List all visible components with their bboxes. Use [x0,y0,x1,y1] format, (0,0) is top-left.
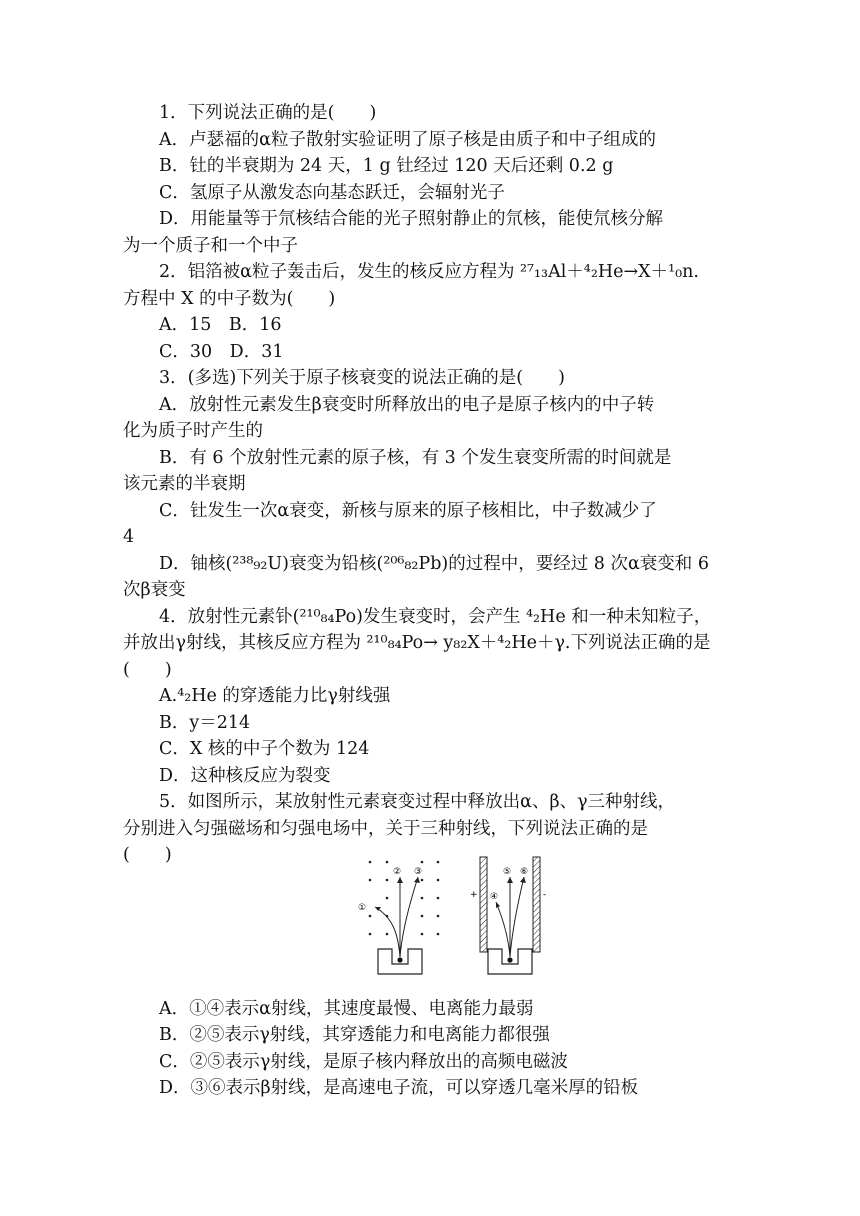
label-1: ① [358,903,367,913]
label-3: ③ [414,867,423,877]
magnetic-source-dot [397,957,402,962]
q5-option-b: B．②⑤表示γ射线，其穿透能力和电离能力都很强 [159,1025,550,1045]
q1-option-d-cont: 为一个质子和一个中子 [123,235,298,256]
q5-stem-cont: 分别进入匀强磁场和匀强电场中，关于三种射线，下列说法正确的是 [123,818,648,839]
q4-option-d: D．这种核反应为裂变 [159,765,331,786]
radiation-diagram [350,852,550,977]
q3-stem: 3．(多选)下列关于原子核衰变的说法正确的是( ) [159,368,565,388]
q4-stem-cont: 并放出γ射线，其核反应方程为 ²¹⁰₈₄Po→ y₈₂X＋⁴₂He＋γ.下列说法正确的是 [123,633,711,653]
q3-option-d-cont: 次β衰变 [123,580,186,600]
q2-stem-cont: 方程中 X 的中子数为( ) [123,288,336,309]
label-4: ④ [490,892,499,902]
q1-option-c: C．氢原子从激发态向基态跃迁，会辐射光子 [159,182,505,203]
q5-stem: 5．如图所示，某放射性元素衰变过程中释放出α、β、γ三种射线， [159,792,676,812]
q4-option-a: A.⁴₂He 的穿透能力比γ射线强 [159,686,391,706]
q5-option-d: D．③⑥表示β射线，是高速电子流，可以穿透几毫米厚的铅板 [159,1078,639,1098]
label-2: ② [393,867,402,877]
q3-option-d: D．铀核(²³⁸₉₂U)衰变为铅核(²⁰⁶₈₂Pb)的过程中，要经过 8 次α衰变和 6 [159,553,709,574]
q5-stem-cont2: ( ) [123,845,172,865]
q2-stem: 2．铝箔被α粒子轰击后，发生的核反应方程为 ²⁷₁₃Al＋⁴₂He→X＋¹₀n. [159,262,699,282]
q1-option-b: B．钍的半衰期为 24 天，1 g 钍经过 120 天后还剩 0.2 g [159,156,614,176]
label-6: ⑥ [520,867,529,877]
q3-option-c: C．钍发生一次α衰变，新核与原来的原子核相比，中子数减少了 [159,500,657,521]
magnetic-field-dots [369,861,440,936]
electric-arrows [496,877,526,908]
q3-option-b: B．有 6 个放射性元素的原子核，有 3 个发生衰变所需的时间就是 [159,447,672,468]
radiation-figure [350,852,550,977]
minus-sign: - [543,890,547,900]
left-plate [480,857,487,952]
q2-options-cd: C．30 D．31 [159,341,284,362]
q4-stem-cont2: ( ) [123,659,172,680]
q3-option-b-cont: 该元素的半衰期 [123,474,246,494]
q1-option-a: A．卢瑟福的α粒子散射实验证明了原子核是由质子和中子组成的 [159,129,656,150]
q1-stem: 1．下列说法正确的是( ) [159,103,377,123]
q3-option-a-cont: 化为质子时产生的 [123,421,263,441]
right-plate [533,857,540,952]
q2-options-ab: A．15 B．16 [159,315,282,335]
q3-option-a: A．放射性元素发生β衰变时所释放出的电子是原子核内的中子转 [159,394,655,415]
q5-option-c: C．②⑤表示γ射线，是原子核内释放出的高频电磁波 [159,1051,568,1072]
electric-source-dot [507,957,512,962]
plus-sign: + [470,890,478,900]
q1-option-d: D．用能量等于氘核结合能的光子照射静止的氘核，能使氘核分解 [159,209,664,229]
q3-option-c-cont: 4 [123,527,135,547]
magnetic-trajectories [375,877,418,957]
label-5: ⑤ [503,867,512,877]
q4-stem: 4．放射性元素钋(²¹⁰₈₄Po)发生衰变时，会产生 ⁴₂He 和一种未知粒子， [159,606,712,627]
q5-option-a: A．①④表示α射线，其速度最慢、电离能力最弱 [159,998,534,1019]
electric-trajectories [496,877,524,957]
q4-option-c: C．X 核的中子个数为 124 [159,739,370,759]
q4-option-b: B．y＝214 [159,712,251,733]
